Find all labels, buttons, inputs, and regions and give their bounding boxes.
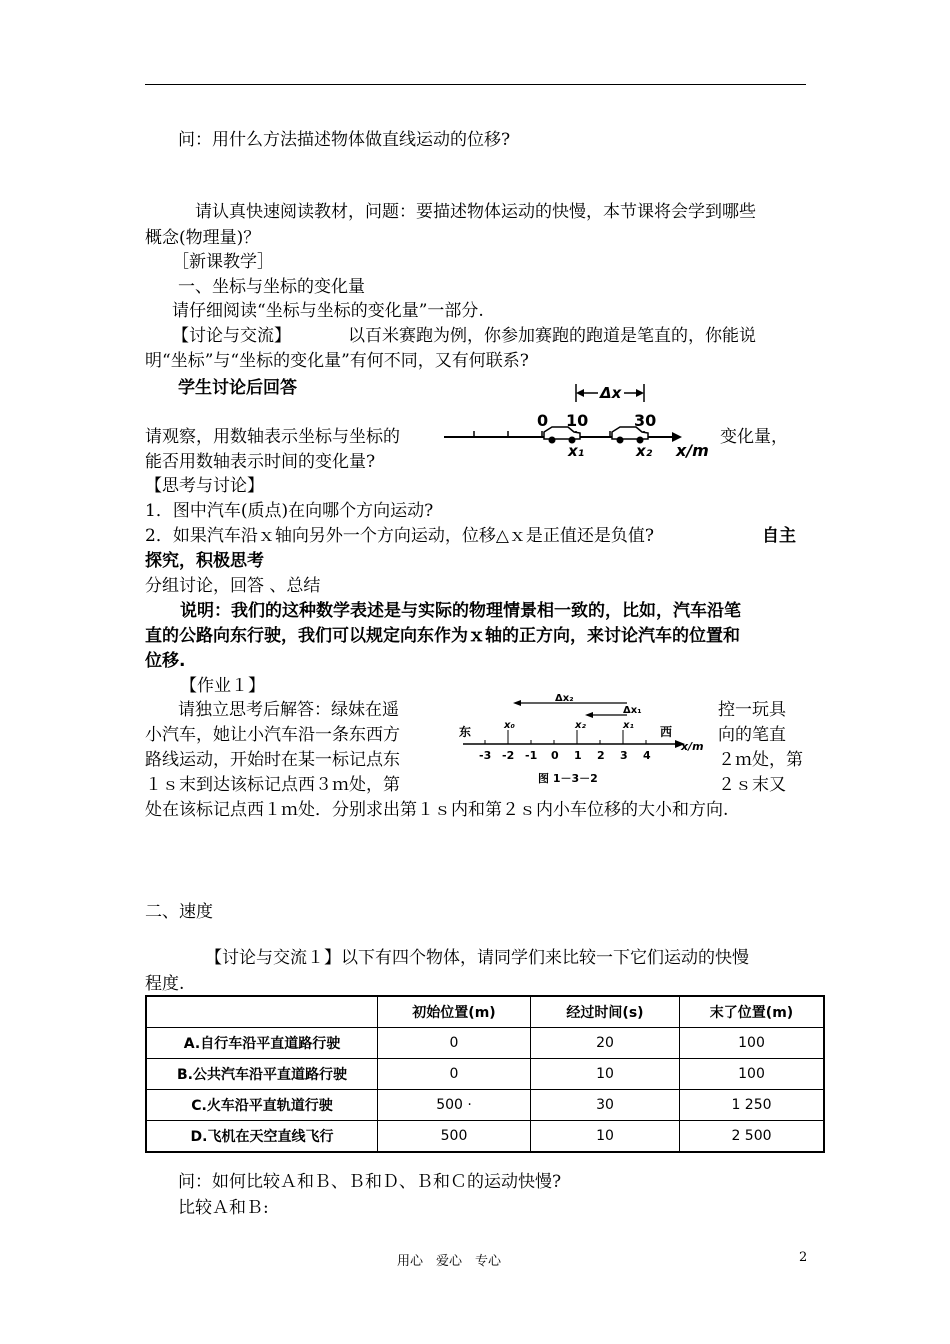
east-label: 东 [459, 725, 472, 739]
table-header-cell: 末了位置(m) [680, 996, 825, 1028]
table-cell: 100 [680, 1028, 825, 1059]
table-header-cell: 初始位置(m) [378, 996, 531, 1028]
new-lesson-label: ［新课教学］ [172, 252, 274, 272]
table-header-cell [146, 996, 378, 1028]
x0-label: x₀ [504, 720, 515, 731]
homework-line-2-left: 小汽车，她让小汽车沿一条东西方 [145, 725, 400, 745]
question-compare: 问：如何比较Ａ和Ｂ、Ｂ和Ｄ、Ｂ和Ｃ的运动快慢? [178, 1172, 562, 1192]
homework-line-4-left: １ｓ末到达该标记点西３ｍ处，第 [145, 775, 400, 795]
ew-tick-label: -3 [479, 749, 492, 762]
explore-label-a: 自主 [762, 526, 796, 546]
discuss-text-2: 明“坐标”与“坐标的变化量”有何不同，又有何联系? [145, 351, 529, 371]
table-cell: 0 [378, 1028, 531, 1059]
section1-title: 一、坐标与坐标的变化量 [178, 277, 365, 297]
table-cell: C.火车沿平直轨道行驶 [146, 1090, 378, 1121]
delta-x-label: Δx [600, 384, 622, 402]
discuss2-line-2: 程度. [145, 974, 185, 994]
table-cell: 2 500 [680, 1121, 825, 1153]
question-displacement: 问：用什么方法描述物体做直线运动的位移? [178, 130, 511, 150]
table-cell: 0 [378, 1059, 531, 1090]
explore-label-b: 探究，积极思考 [145, 551, 264, 571]
ew-tick-label: 3 [620, 749, 628, 762]
west-label: 西 [660, 725, 673, 739]
intro-line-1: 请认真快速阅读教材，问题：要描述物体运动的快慢，本节课将会学到哪些 [195, 202, 756, 222]
read-instruction: 请仔细阅读“坐标与坐标的变化量”一部分. [172, 301, 484, 321]
ew-tick-label: 2 [597, 749, 605, 762]
x2-label: x₂ [636, 442, 653, 460]
delta-arrowhead-right [636, 389, 644, 397]
discuss-text-1: 以百米赛跑为例，你参加赛跑的跑道是笔直的，你能说 [348, 326, 756, 346]
discuss-label: 【讨论与交流】 [172, 326, 291, 346]
homework-line-3-right: ２ｍ处，第 [718, 750, 803, 770]
think-label: 【思考与讨论】 [145, 476, 264, 496]
homework-line-3-left: 路线运动，开始时在某一标记点东 [145, 750, 400, 770]
dx1-arrowhead [585, 712, 593, 718]
table-cell: 10 [531, 1121, 680, 1153]
footer-text: 用心 爱心 专心 [397, 1254, 502, 1269]
east-west-axis-figure [455, 692, 707, 768]
homework-line-2-right: 向的笔直 [718, 725, 786, 745]
ew-tick-label: 4 [643, 749, 651, 762]
table-header-cell: 经过时间(s) [531, 996, 680, 1028]
homework-label: 【作业１】 [180, 676, 265, 696]
table-cell: 500 [378, 1121, 531, 1153]
think-question-2: 2．如果汽车沿ｘ轴向另外一个方向运动，位移△ｘ是正值还是负值? [145, 526, 655, 546]
speed-comparison-table [145, 995, 825, 1153]
table-cell: 30 [531, 1090, 680, 1121]
dx2-arrowhead [513, 700, 521, 706]
axis-unit-label: x/m [676, 441, 709, 460]
observe-text-line2: 能否用数轴表示时间的变化量? [145, 452, 376, 472]
student-answer: 学生讨论后回答 [178, 378, 297, 398]
dx2-label: Δx₂ [555, 693, 574, 704]
table-row [146, 1090, 824, 1121]
header-rule [145, 84, 806, 85]
x2-label: x₂ [575, 720, 586, 731]
tick-label-0: 0 [537, 411, 549, 430]
x1-label: x₁ [568, 442, 585, 460]
table-header-row [146, 996, 824, 1028]
note-line-3: 位移. [145, 651, 186, 671]
observe-text-right: 变化量， [720, 427, 788, 447]
observe-text-left: 请观察，用数轴表示坐标与坐标的 [145, 427, 400, 447]
ew-tick-label: -1 [525, 749, 538, 762]
ew-tick-label: 0 [551, 749, 559, 762]
table-cell: D.飞机在天空直线飞行 [146, 1121, 378, 1153]
table-cell: 20 [531, 1028, 680, 1059]
page-number: 2 [799, 1250, 808, 1265]
ew-tick-label: -2 [502, 749, 515, 762]
ew-tick-label: 1 [574, 749, 582, 762]
note-line-1: 说明：我们的这种数学表述是与实际的物理情景相一致的，比如，汽车沿笔 [180, 601, 741, 621]
table-cell: A.自行车沿平直道路行驶 [146, 1028, 378, 1059]
table-cell: B.公共汽车沿平直道路行驶 [146, 1059, 378, 1090]
dx1-label: Δx₁ [623, 705, 642, 716]
x1-label: x₁ [623, 720, 634, 731]
table-cell: 10 [531, 1059, 680, 1090]
note-line-2: 直的公路向东行驶，我们可以规定向东作为ｘ轴的正方向，来讨论汽车的位置和 [145, 626, 740, 646]
homework-line-4-right: ２ｓ末又 [718, 775, 786, 795]
compare-ab: 比较Ａ和Ｂ: [178, 1198, 269, 1218]
table-cell: 500 · [378, 1090, 531, 1121]
ew-axis-unit: x/m [681, 740, 704, 753]
think-question-1: 1．图中汽车(质点)在向哪个方向运动? [145, 501, 434, 521]
table-cell: 1 250 [680, 1090, 825, 1121]
figure-caption: 图 1－3－2 [538, 772, 598, 785]
tick-label-30: 30 [634, 411, 657, 430]
homework-line-1-right: 控一玩具 [718, 700, 786, 720]
table-row [146, 1121, 824, 1153]
delta-arrowhead-left [576, 389, 584, 397]
homework-line-5: 处在该标记点西１ｍ处．分别求出第１ｓ内和第２ｓ内小车位移的大小和方向. [145, 800, 729, 820]
table-cell: 100 [680, 1059, 825, 1090]
section2-title: 二、速度 [145, 902, 213, 922]
table-row [146, 1028, 824, 1059]
group-discussion: 分组讨论，回答 、总结 [145, 576, 321, 596]
coordinate-axis-figure [440, 382, 720, 460]
homework-line-1-left: 请独立思考后解答：绿妹在遥 [178, 700, 399, 720]
intro-line-2: 概念(物理量)？ [145, 228, 261, 248]
discuss2-line-1: 【讨论与交流１】以下有四个物体，请同学们来比较一下它们运动的快慢 [205, 948, 749, 968]
table-row [146, 1059, 824, 1090]
tick-label-10: 10 [566, 411, 589, 430]
